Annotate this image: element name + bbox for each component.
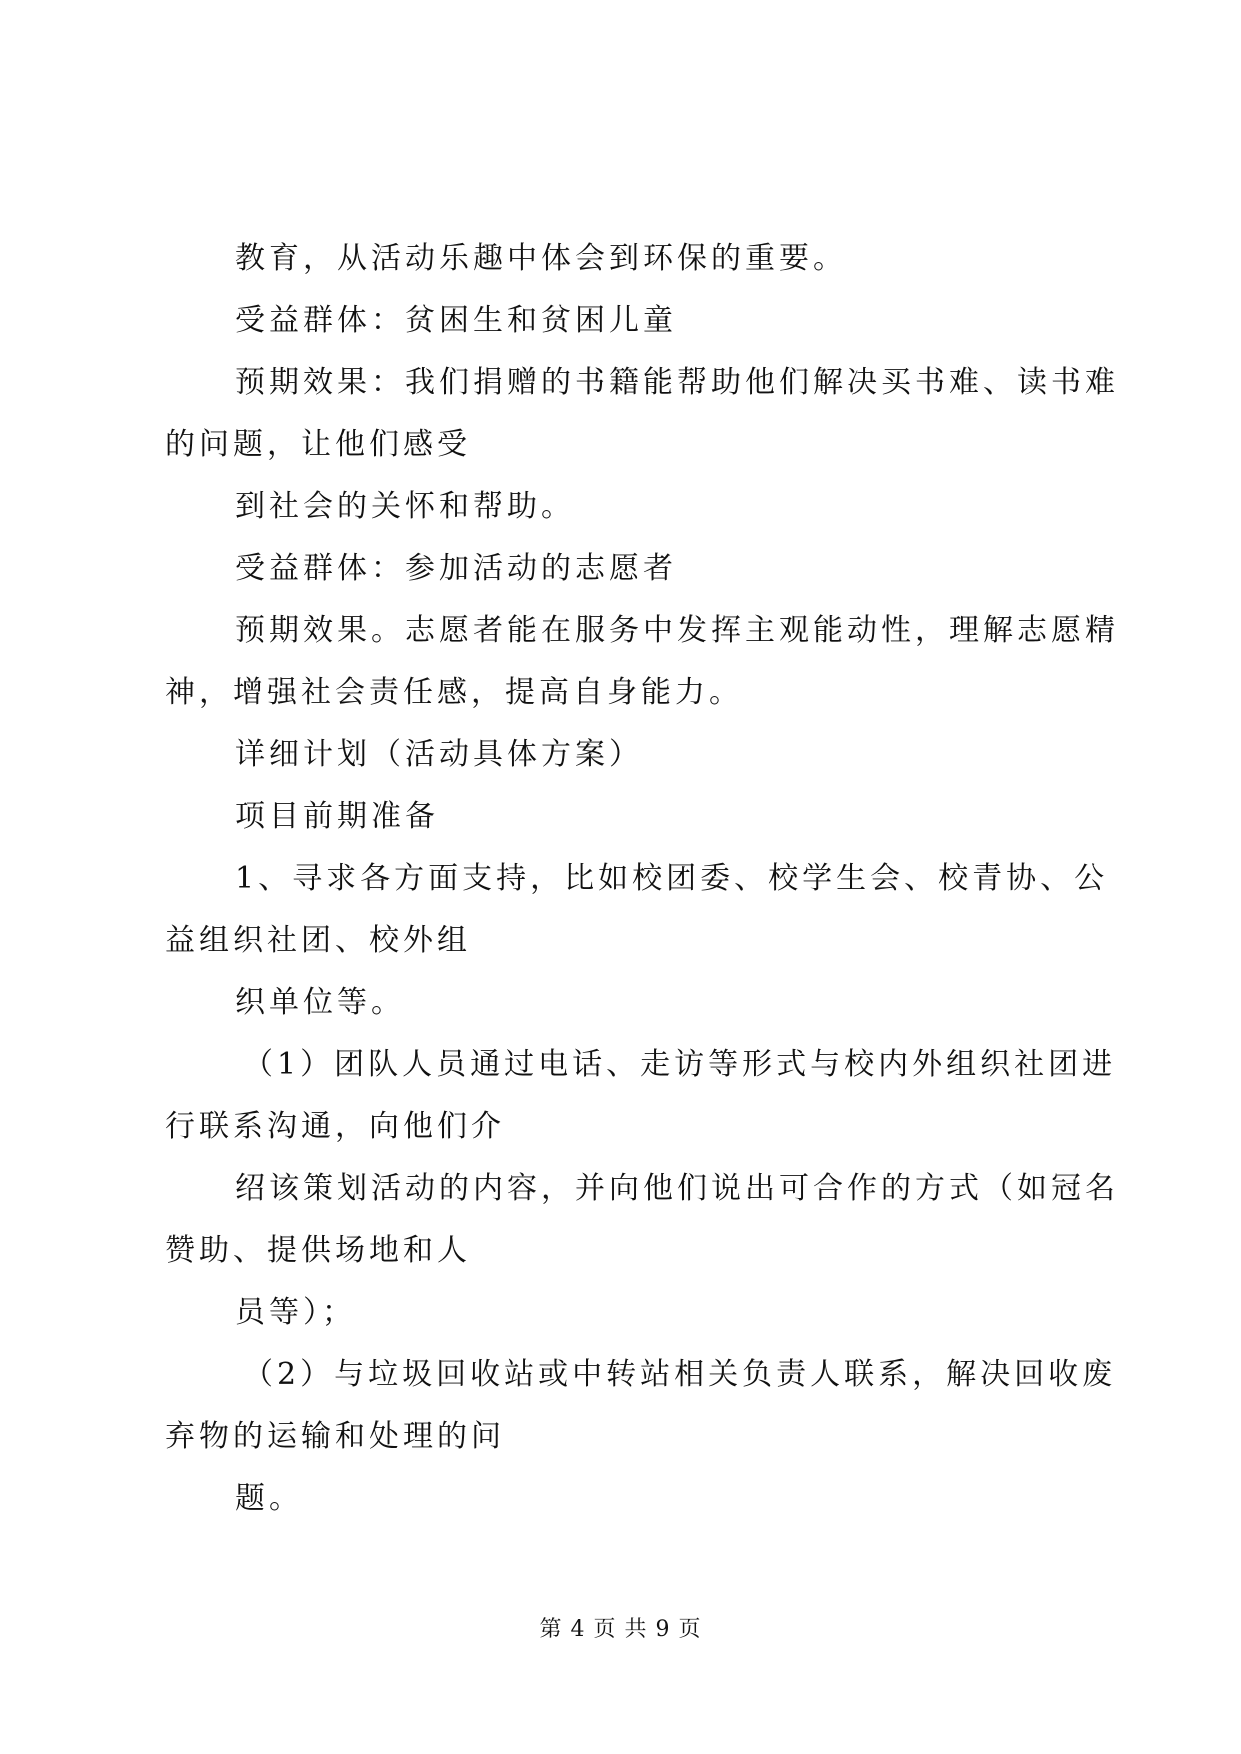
text-line: 绍该策划活动的内容，并向他们说出可合作的方式（如冠名 bbox=[235, 1171, 1119, 1206]
text-line: （2）与垃圾回收站或中转站相关负责人联系，解决回收废 bbox=[243, 1357, 1117, 1392]
text-line: 益组织社团、校外组 bbox=[165, 923, 471, 958]
text-line: （1）团队人员通过电话、走访等形式与校内外组织社团进 bbox=[243, 1047, 1117, 1082]
text-line: 员等）； bbox=[235, 1295, 356, 1330]
text-line: 受益群体：贫困生和贫困儿童 bbox=[235, 303, 677, 338]
text-line: 织单位等。 bbox=[235, 985, 405, 1020]
text-line: 教育，从活动乐趣中体会到环保的重要。 bbox=[235, 241, 847, 276]
text-line: 项目前期准备 bbox=[235, 799, 439, 834]
text-line: 受益群体：参加活动的志愿者 bbox=[235, 551, 677, 586]
text-line: 预期效果：我们捐赠的书籍能帮助他们解决买书难、读书难 bbox=[235, 365, 1119, 400]
document-body bbox=[165, 228, 1119, 1530]
text-line: 详细计划（活动具体方案） bbox=[235, 737, 643, 772]
text-line: 神，增强社会责任感，提高自身能力。 bbox=[165, 675, 743, 710]
text-line: 预期效果。志愿者能在服务中发挥主观能动性，理解志愿精 bbox=[235, 613, 1119, 648]
text-line: 题。 bbox=[235, 1481, 303, 1516]
text-line: 弃物的运输和处理的问 bbox=[165, 1419, 505, 1454]
text-line: 的问题，让他们感受 bbox=[165, 427, 471, 462]
text-line: 1、寻求各方面支持，比如校团委、校学生会、校青协、公 bbox=[235, 861, 1109, 896]
text-line: 赞助、提供场地和人 bbox=[165, 1233, 471, 1268]
text-line: 到社会的关怀和帮助。 bbox=[235, 489, 575, 524]
text-line: 行联系沟通，向他们介 bbox=[165, 1109, 505, 1144]
page-number-footer: 第 4 页 共 9 页 bbox=[539, 1617, 702, 1642]
